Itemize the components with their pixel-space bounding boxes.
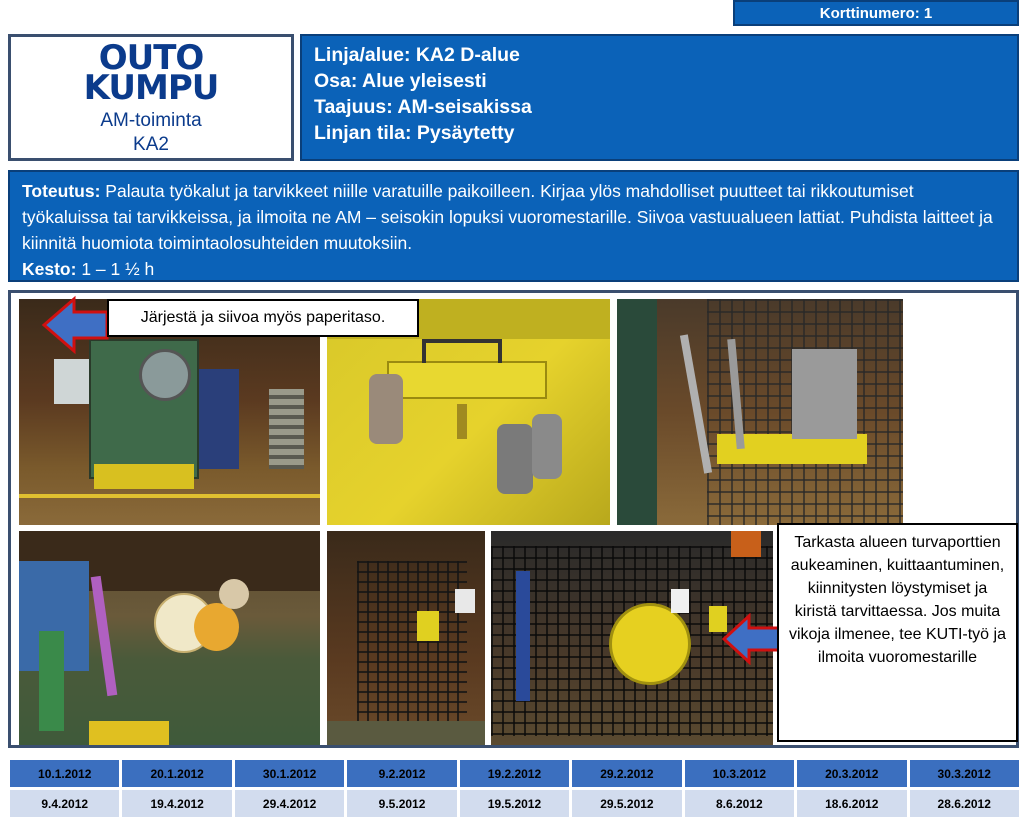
date-cell: 30.3.2012 (910, 760, 1019, 787)
toteutus-label: Toteutus: (22, 181, 101, 201)
date-cell: 29.2.2012 (572, 760, 681, 787)
unit-label: AM-toiminta KA2 (100, 110, 202, 155)
arrow-left-icon (41, 295, 113, 355)
frequency: Taajuus: AM-seisakissa (314, 96, 532, 118)
date-row-2 (10, 790, 1019, 817)
date-cell: 30.1.2012 (235, 760, 344, 787)
photo-tool-rack (617, 299, 903, 525)
photo-safety-gate (327, 531, 485, 745)
part: Osa: Alue yleisesti (314, 70, 487, 92)
date-cell: 29.5.2012 (572, 790, 681, 817)
implementation-panel (8, 170, 1019, 282)
date-cell: 9.2.2012 (347, 760, 456, 787)
date-cell: 8.6.2012 (685, 790, 794, 817)
date-cell: 9.5.2012 (347, 790, 456, 817)
arrow-left-icon (721, 613, 783, 665)
company-logo: OUTO KUMPU (83, 38, 219, 108)
logo-panel (8, 34, 294, 161)
date-cell: 18.6.2012 (797, 790, 906, 817)
date-cell: 10.1.2012 (10, 760, 119, 787)
date-row-1 (10, 760, 1019, 787)
card-number: Korttinumero: 1 (819, 4, 933, 22)
line-area: Linja/alue: KA2 D-alue (314, 44, 520, 66)
date-cell: 20.1.2012 (122, 760, 231, 787)
date-cell: 19.4.2012 (122, 790, 231, 817)
photo-paper-rolls (19, 531, 320, 745)
date-cell: 9.4.2012 (10, 790, 119, 817)
photo-panel (8, 290, 1019, 748)
date-cell: 19.5.2012 (460, 790, 569, 817)
duration-value: 1 – 1 ½ h (76, 259, 155, 279)
date-cell: 29.4.2012 (235, 790, 344, 817)
date-cell: 10.3.2012 (685, 760, 794, 787)
callout-safety-gates: Tarkasta alueen turvaporttien aukeaminen, kuittaantuminen, kiinnitysten löystymiset ja kiristä tarvittaessa. Jos muita vikoja ilmenee, tee KUTI-työ ja ilmoita vuoromestarille (777, 523, 1018, 742)
line-info-panel (300, 34, 1019, 161)
line-state: Linjan tila: Pysäytetty (314, 122, 515, 144)
card-number-box (733, 0, 1019, 26)
toteutus-text: Palauta työkalut ja tarvikkeet niille varatuille paikoilleen. Kirjaa ylös mahdolliset puutteet tai rikkoutumiset työkaluissa tai tarvikkeissa, ja ilmoita ne AM – seisokin lopuksi vuoromestarille. Siivoa vastuualueen lattiat. Puhdista laitteet ja kiinnitä huomiota toimintaolosuhteiden muutoksiin. (22, 181, 993, 253)
date-cell: 19.2.2012 (460, 760, 569, 787)
date-cell: 20.3.2012 (797, 760, 906, 787)
date-table (10, 760, 1019, 820)
callout-paper-shelf: Järjestä ja siivoa myös paperitaso. (107, 299, 419, 337)
duration-label: Kesto: (22, 259, 77, 279)
date-cell: 28.6.2012 (910, 790, 1019, 817)
